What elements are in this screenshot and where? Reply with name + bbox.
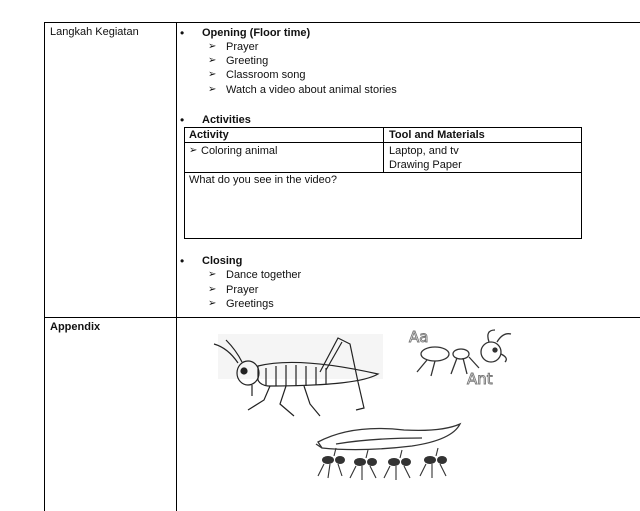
table-cell-tool-2: Drawing Paper bbox=[389, 159, 462, 171]
opening-bullet: • bbox=[180, 26, 185, 40]
arrow-icon: ➢ bbox=[208, 41, 217, 52]
closing-item-greetings: Greetings bbox=[226, 298, 274, 310]
table-cell-tool-1: Laptop, and tv bbox=[389, 145, 459, 157]
outer-top-border bbox=[44, 22, 640, 23]
ant-drawing-icon bbox=[405, 328, 520, 388]
table-header-tools: Tool and Materials bbox=[389, 129, 485, 141]
opening-item-watch-video: Watch a video about animal stories bbox=[226, 84, 397, 96]
outer-left-border bbox=[44, 22, 45, 511]
table-cell-activity: Coloring animal bbox=[201, 145, 278, 157]
inner-table-right bbox=[581, 127, 582, 239]
ant-word-bottom: Ant bbox=[467, 370, 493, 388]
arrow-icon: ➢ bbox=[208, 298, 217, 309]
activities-heading: Activities bbox=[202, 114, 251, 126]
arrow-icon: ➢ bbox=[208, 84, 217, 95]
opening-item-greeting: Greeting bbox=[226, 55, 269, 67]
arrow-icon: ➢ bbox=[208, 55, 217, 66]
activities-bullet: • bbox=[180, 113, 185, 127]
table-header-activity: Activity bbox=[189, 129, 229, 141]
grasshopper-drawing-icon bbox=[208, 330, 383, 420]
closing-heading: Closing bbox=[202, 255, 243, 267]
inner-table-bottom bbox=[184, 238, 582, 239]
row-divider bbox=[44, 317, 640, 318]
inner-table-col-divider bbox=[383, 127, 384, 173]
ants-carrying-banana-drawing-icon bbox=[312, 422, 462, 482]
arrow-icon: ➢ bbox=[208, 69, 217, 80]
column-divider bbox=[176, 22, 177, 511]
opening-heading: Opening (Floor time) bbox=[202, 27, 311, 39]
closing-item-dance: Dance together bbox=[226, 269, 302, 281]
row-label-appendix: Appendix bbox=[50, 321, 101, 333]
closing-bullet: • bbox=[180, 254, 185, 268]
inner-table-left bbox=[184, 127, 185, 239]
opening-item-classroom-song: Classroom song bbox=[226, 69, 306, 81]
arrow-icon: ➢ bbox=[208, 269, 217, 280]
table-question: What do you see in the video? bbox=[189, 174, 337, 186]
closing-item-prayer: Prayer bbox=[226, 284, 259, 296]
opening-item-prayer: Prayer bbox=[226, 41, 259, 53]
arrow-icon: ➢ bbox=[189, 145, 198, 156]
row-label-langkah-kegiatan: Langkah Kegiatan bbox=[50, 26, 139, 38]
arrow-icon: ➢ bbox=[208, 284, 217, 295]
ant-letters-top: Aa bbox=[409, 328, 429, 346]
